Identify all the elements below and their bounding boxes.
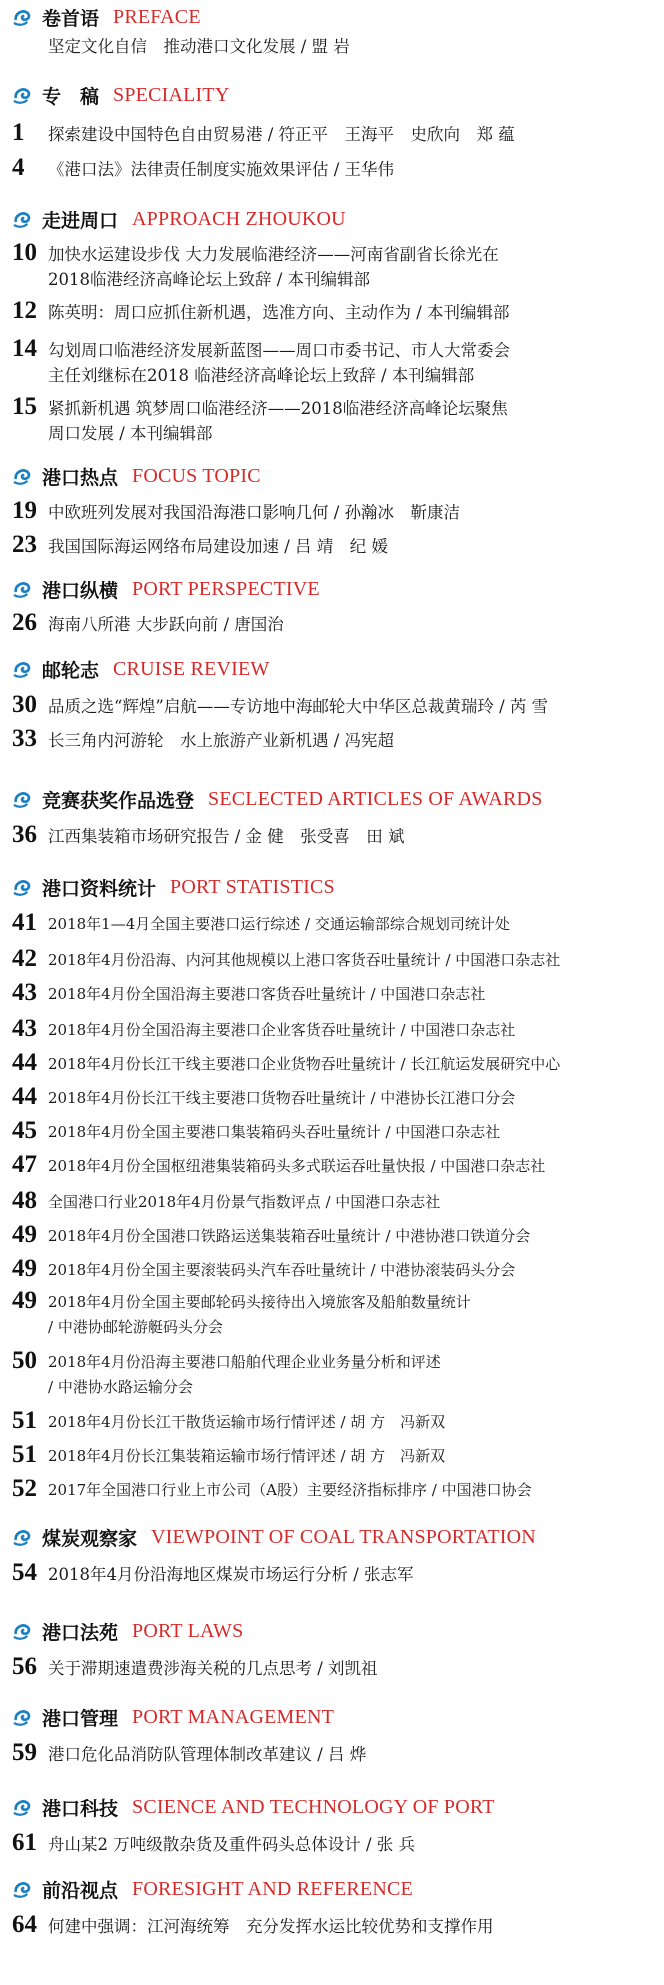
entry-title: 陈英明：周口应抓住新机遇，选准方向、主动作为 / 本刊编辑部	[48, 303, 510, 322]
page-number: 49	[12, 1221, 37, 1248]
page-number: 43	[12, 1015, 37, 1042]
entry-title: 海南八所港 大步跃向前 / 唐国治	[48, 615, 284, 634]
entry-title: 2018年4月份长江干散货运输市场行情评述 / 胡 方 冯新双	[48, 1413, 446, 1431]
section-title-cn: 卷首语	[42, 7, 100, 30]
entry-title: 探索建设中国特色自由贸易港 / 符正平 王海平 史欣向 郑 蕴	[48, 125, 515, 144]
section-header	[12, 576, 320, 602]
entry-title: 2018年4月份全国主要港口集装箱码头吞吐量统计 / 中国港口杂志社	[48, 1123, 501, 1141]
section-title-en: FOCUS TOPIC	[132, 464, 261, 487]
page-number: 59	[12, 1739, 37, 1766]
swirl-logo-icon	[12, 208, 34, 230]
swirl-logo-icon	[12, 876, 34, 898]
section-title-en: PREFACE	[113, 5, 201, 28]
swirl-logo-icon	[12, 658, 34, 680]
page-number: 49	[12, 1255, 37, 1282]
page-number: 48	[12, 1187, 37, 1214]
page-number: 14	[12, 335, 37, 362]
entry-title: 我国国际海运网络布局建设加速 / 吕 靖 纪 媛	[48, 537, 389, 556]
entry-title: 何建中强调：江河海统筹 充分发挥水运比较优势和支撑作用	[48, 1917, 494, 1936]
section-header	[12, 1618, 243, 1644]
section-header	[12, 206, 346, 232]
page-number: 23	[12, 531, 37, 558]
entry-title: 2018年1—4月全国主要港口运行综述 / 交通运输部综合规划司统计处	[48, 915, 510, 933]
entry-title: 品质之选“辉煌”启航——专访地中海邮轮大中华区总裁黄瑞玲 / 芮 雪	[48, 697, 549, 716]
entry-title: 关于滞期速遣费涉海关税的几点思考 / 刘凯祖	[48, 1659, 378, 1678]
entry-title: 港口危化品消防队管理体制改革建议 / 吕 烨	[48, 1745, 367, 1764]
swirl-logo-icon	[12, 788, 34, 810]
section-header	[12, 656, 270, 682]
entry-title: 坚定文化自信 推动港口文化发展 / 盟 岩	[48, 37, 350, 56]
section-title-en: PORT PERSPECTIVE	[132, 577, 320, 600]
page-number: 36	[12, 821, 37, 848]
section-title-cn: 专 稿	[42, 85, 100, 108]
section-header	[12, 786, 543, 812]
entry-title: 2018年4月份沿海地区煤炭市场运行分析 / 张志军	[48, 1565, 414, 1584]
page-number: 4	[12, 154, 25, 181]
section-header	[12, 874, 335, 900]
entry-title: 2018年4月份沿海、内河其他规模以上港口客货吞吐量统计 / 中国港口杂志社	[48, 951, 561, 969]
entry-title: 勾划周口临港经济发展新蓝图——周口市委书记、市人大常委会 主任刘继标在2018 临港经济高峰论坛上致辞 / 本刊编辑部	[48, 341, 510, 385]
section-title-en: SCIENCE AND TECHNOLOGY OF PORT	[132, 1795, 495, 1818]
page-number: 49	[12, 1287, 37, 1314]
section-title-en: VIEWPOINT OF COAL TRANSPORTATION	[151, 1525, 536, 1548]
swirl-logo-icon	[12, 1526, 34, 1548]
swirl-logo-icon	[12, 84, 34, 106]
section-header	[12, 463, 261, 489]
section-header	[12, 1876, 413, 1902]
swirl-logo-icon	[12, 1796, 34, 1818]
entry-title: 2018年4月份全国主要滚装码头汽车吞吐量统计 / 中港协滚装码头分会	[48, 1261, 516, 1279]
page-number: 41	[12, 909, 37, 936]
page-number: 10	[12, 239, 37, 266]
page-number: 42	[12, 945, 37, 972]
page-number: 12	[12, 297, 37, 324]
entry-title: 长三角内河游轮 水上旅游产业新机遇 / 冯宪超	[48, 731, 395, 750]
entry-title: 加快水运建设步伐 大力发展临港经济——河南省副省长徐光在 2018临港经济高峰论坛上致辞 / 本刊编辑部	[48, 245, 499, 289]
entry-title: 江西集装箱市场研究报告 / 金 健 张受喜 田 斌	[48, 827, 405, 846]
entry-title: 中欧班列发展对我国沿海港口影响几何 / 孙瀚冰 靳康洁	[48, 503, 461, 522]
entry-title: 2018年4月份全国沿海主要港口客货吞吐量统计 / 中国港口杂志社	[48, 985, 486, 1003]
entry-title: 2018年4月份长江干线主要港口货物吞吐量统计 / 中港协长江港口分会	[48, 1089, 516, 1107]
entry-title: 2018年4月份全国枢纽港集装箱码头多式联运吞吐量快报 / 中国港口杂志社	[48, 1157, 546, 1175]
entry-title: 2018年4月份全国主要邮轮码头接待出入境旅客及船舶数量统计 / 中港协邮轮游艇码头分会	[48, 1293, 471, 1336]
section-header	[12, 82, 229, 108]
section-title-en: PORT MANAGEMENT	[132, 1705, 335, 1728]
swirl-logo-icon	[12, 578, 34, 600]
section-header	[12, 1524, 536, 1550]
page-number: 56	[12, 1653, 37, 1680]
section-title-en: CRUISE REVIEW	[113, 657, 270, 680]
entry-title: 2018年4月份全国沿海主要港口企业客货吞吐量统计 / 中国港口杂志社	[48, 1021, 516, 1039]
page-number: 26	[12, 609, 37, 636]
section-title-en: FORESIGHT AND REFERENCE	[132, 1877, 413, 1900]
section-header	[12, 4, 201, 30]
section-title-cn: 港口法苑	[42, 1621, 119, 1644]
page-number: 1	[12, 119, 25, 146]
page-number: 52	[12, 1475, 37, 1502]
page-number: 30	[12, 691, 37, 718]
page-number: 47	[12, 1151, 37, 1178]
entry-title: 《港口法》法律责任制度实施效果评估 / 王华伟	[48, 160, 395, 179]
entry-title: 2017年全国港口行业上市公司（A股）主要经济指标排序 / 中国港口协会	[48, 1481, 532, 1499]
page-number: 44	[12, 1083, 37, 1110]
section-title-cn: 港口热点	[42, 466, 119, 489]
page-number: 43	[12, 979, 37, 1006]
section-title-cn: 邮轮志	[42, 659, 100, 682]
page-number: 19	[12, 497, 37, 524]
section-title-en: SPECIALITY	[113, 83, 230, 106]
entry-title: 紧抓新机遇 筑梦周口临港经济——2018临港经济高峰论坛聚焦 周口发展 / 本刊编辑部	[48, 399, 508, 443]
section-title-cn: 竞赛获奖作品选登	[42, 789, 195, 812]
swirl-logo-icon	[12, 1706, 34, 1728]
page-number: 45	[12, 1117, 37, 1144]
page-number: 44	[12, 1049, 37, 1076]
section-header	[12, 1794, 495, 1820]
page-number: 54	[12, 1559, 37, 1586]
page-number: 50	[12, 1347, 37, 1374]
section-title-en: PORT STATISTICS	[170, 875, 335, 898]
page-number: 15	[12, 393, 37, 420]
section-title-cn: 港口管理	[42, 1707, 119, 1730]
section-title-cn: 港口纵横	[42, 579, 119, 602]
section-title-en: PORT LAWS	[132, 1619, 244, 1642]
entry-title: 2018年4月份全国港口铁路运送集装箱吞吐量统计 / 中港协港口铁道分会	[48, 1227, 531, 1245]
page-number: 64	[12, 1911, 37, 1938]
page-number: 51	[12, 1441, 37, 1468]
entry-title: 舟山某2 万吨级散杂货及重件码头总体设计 / 张 兵	[48, 1835, 416, 1854]
section-title-en: APPROACH ZHOUKOU	[132, 207, 346, 230]
swirl-logo-icon	[12, 465, 34, 487]
section-title-cn: 港口科技	[42, 1797, 119, 1820]
entry-title: 2018年4月份长江集装箱运输市场行情评述 / 胡 方 冯新双	[48, 1447, 446, 1465]
swirl-logo-icon	[12, 1620, 34, 1642]
swirl-logo-icon	[12, 1878, 34, 1900]
entry-title: 全国港口行业2018年4月份景气指数评点 / 中国港口杂志社	[48, 1193, 441, 1211]
entry-title: 2018年4月份长江干线主要港口企业货物吞吐量统计 / 长江航运发展研究中心	[48, 1055, 561, 1073]
entry-title: 2018年4月份沿海主要港口船舶代理企业业务量分析和评述 / 中港协水路运输分会	[48, 1353, 441, 1396]
section-header	[12, 1704, 334, 1730]
section-title-cn: 前沿视点	[42, 1879, 119, 1902]
section-title-cn: 走进周口	[42, 209, 119, 232]
section-title-en: SECLECTED ARTICLES OF AWARDS	[208, 787, 543, 810]
swirl-logo-icon	[12, 6, 34, 28]
section-title-cn: 港口资料统计	[42, 877, 157, 900]
page-number: 33	[12, 725, 37, 752]
page-number: 51	[12, 1407, 37, 1434]
section-title-cn: 煤炭观察家	[42, 1527, 138, 1550]
page-number: 61	[12, 1829, 37, 1856]
